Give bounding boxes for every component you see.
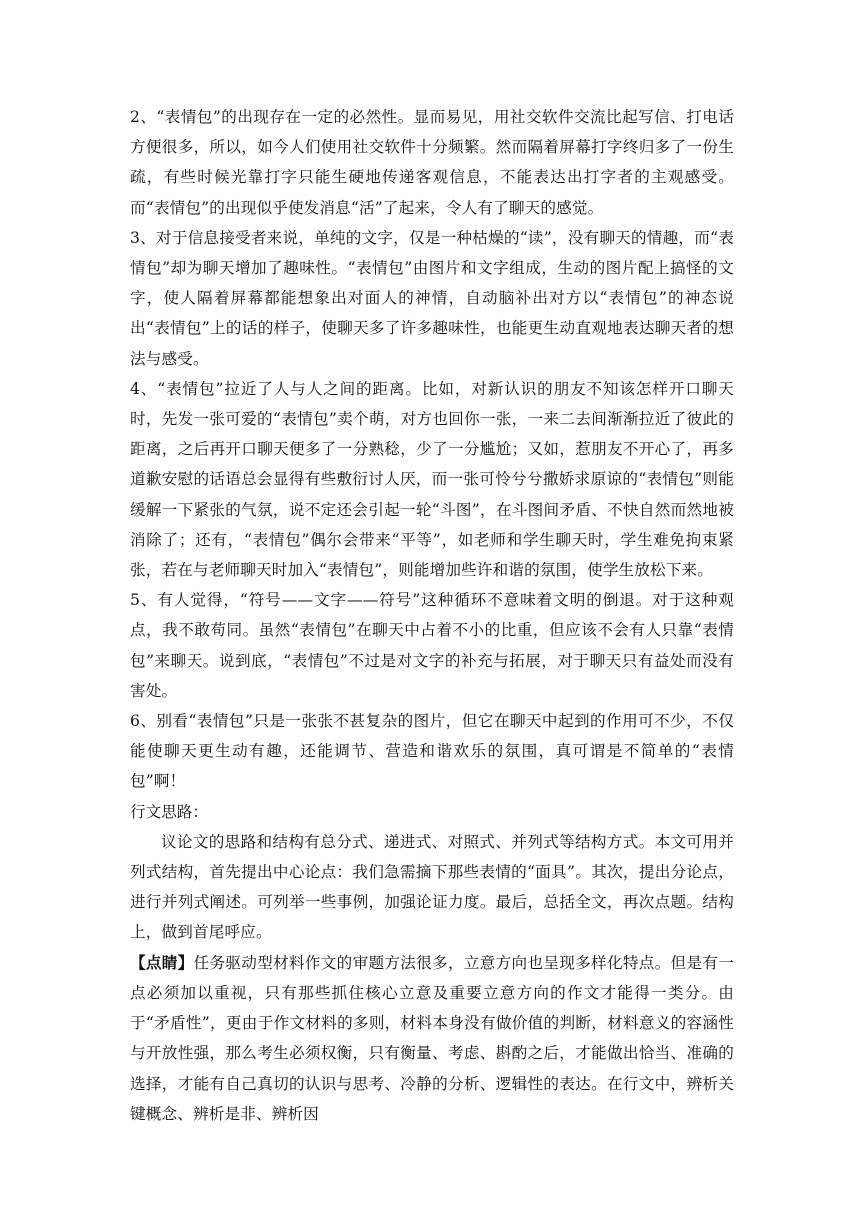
comment-text: 任务驱动型材料作文的审题方法很多，立意方向也呈现多样化特点。但是有一点必须加以重视，只有那些抓住核心立意及重要立意方向的作文才能得一类分。由于“矛盾性”，更由于作文材料的多则，材料本身没有做价值的判断，材料意义的容涵性与开放性强，那么考生必须权衡，只有衡量、考虑、斟酌之后，才能做出恰当、准确的选择，才能有自己真切的认识与思考、冷静的分析、逻辑性的表达。在行文中，辨析关键概念、辨析是非、辨析因	[130, 953, 734, 1123]
paragraph-point-2: 2、“表情包”的出现存在一定的必然性。显而易见，用社交软件交流比起写信、打电话方便很多，所以，如今人们使用社交软件十分频繁。然而隔着屏幕打字终归多了一份生疏，有些时候光靠打字只能生硬地传递客观信息，不能表达出打字者的主观感受。而“表情包”的出现似乎使发消息“活”了起来，令人有了聊天的感觉。	[130, 108, 734, 217]
approach-paragraph: 议论文的思路和结构有总分式、递进式、对照式、并列式等结构方式。本文可用并列式结构，首先提出中心论点：我们急需摘下那些表情的“面具”。其次，提出分论点，进行并列式阐述。可列举一些事例，加强论证力度。最后，总括全文，再次点题。结构上，做到首尾呼应。	[130, 832, 734, 942]
paragraph-point-4: 4、“表情包”拉近了人与人之间的距离。比如，对新认识的朋友不知该怎样开口聊天时，先发一张可爱的“表情包”卖个萌，对方也回你一张，一来二去间渐渐拉近了彼此的距离，之后再开口聊天便多了一分熟稔，少了一分尴尬；又如，惹朋友不开心了，再多道歉安慰的话语总会显得有些敷衍讨人厌，而一张可怜兮兮撒娇求原谅的“表情包”则能缓解一下紧张的气氛，说不定还会引起一轮“斗图”，在斗图间矛盾、不快自然而然地被消除了；还有，“表情包”偶尔会带来“平等”，如老师和学生聊天时，学生难免拘束紧张，若在与老师聊天时加入“表情包”，则能增加些许和谐的氛围，使学生放松下来。	[130, 379, 734, 580]
approach-heading: 行文思路：	[130, 802, 208, 821]
comment-label: 【点睛】	[130, 952, 194, 972]
document-page	[130, 102, 734, 1129]
comment-paragraph	[130, 948, 734, 1129]
paragraph-point-3: 3、对于信息接受者来说，单纯的文字，仅是一种枯燥的“读”，没有聊天的情趣，而“表情包”却为聊天增加了趣味性。“表情包”由图片和文字组成，生动的图片配上搞怪的文字，使人隔着屏幕都能想象出对面人的神情，自动脑补出对方以“表情包”的神态说出“表情包”上的话的样子，使聊天多了许多趣味性，也能更生动直观地表达聊天者的想法与感受。	[130, 228, 734, 368]
paragraph-point-6: 6、别看“表情包”只是一张张不甚复杂的图片，但它在聊天中起到的作用可不少，不仅能使聊天更生动有趣，还能调节、营造和谐欢乐的氛围，真可谓是不简单的“表情包”啊！	[130, 712, 734, 791]
paragraph-point-5: 5、有人觉得，“符号——文字——符号”这种循环不意味着文明的倒退。对于这种观点，我不敢苟同。虽然“表情包”在聊天中占着不小的比重，但应该不会有人只靠“表情包”来聊天。说到底，“表情包”不过是对文字的补充与拓展，对于聊天只有益处而没有害处。	[130, 591, 734, 700]
